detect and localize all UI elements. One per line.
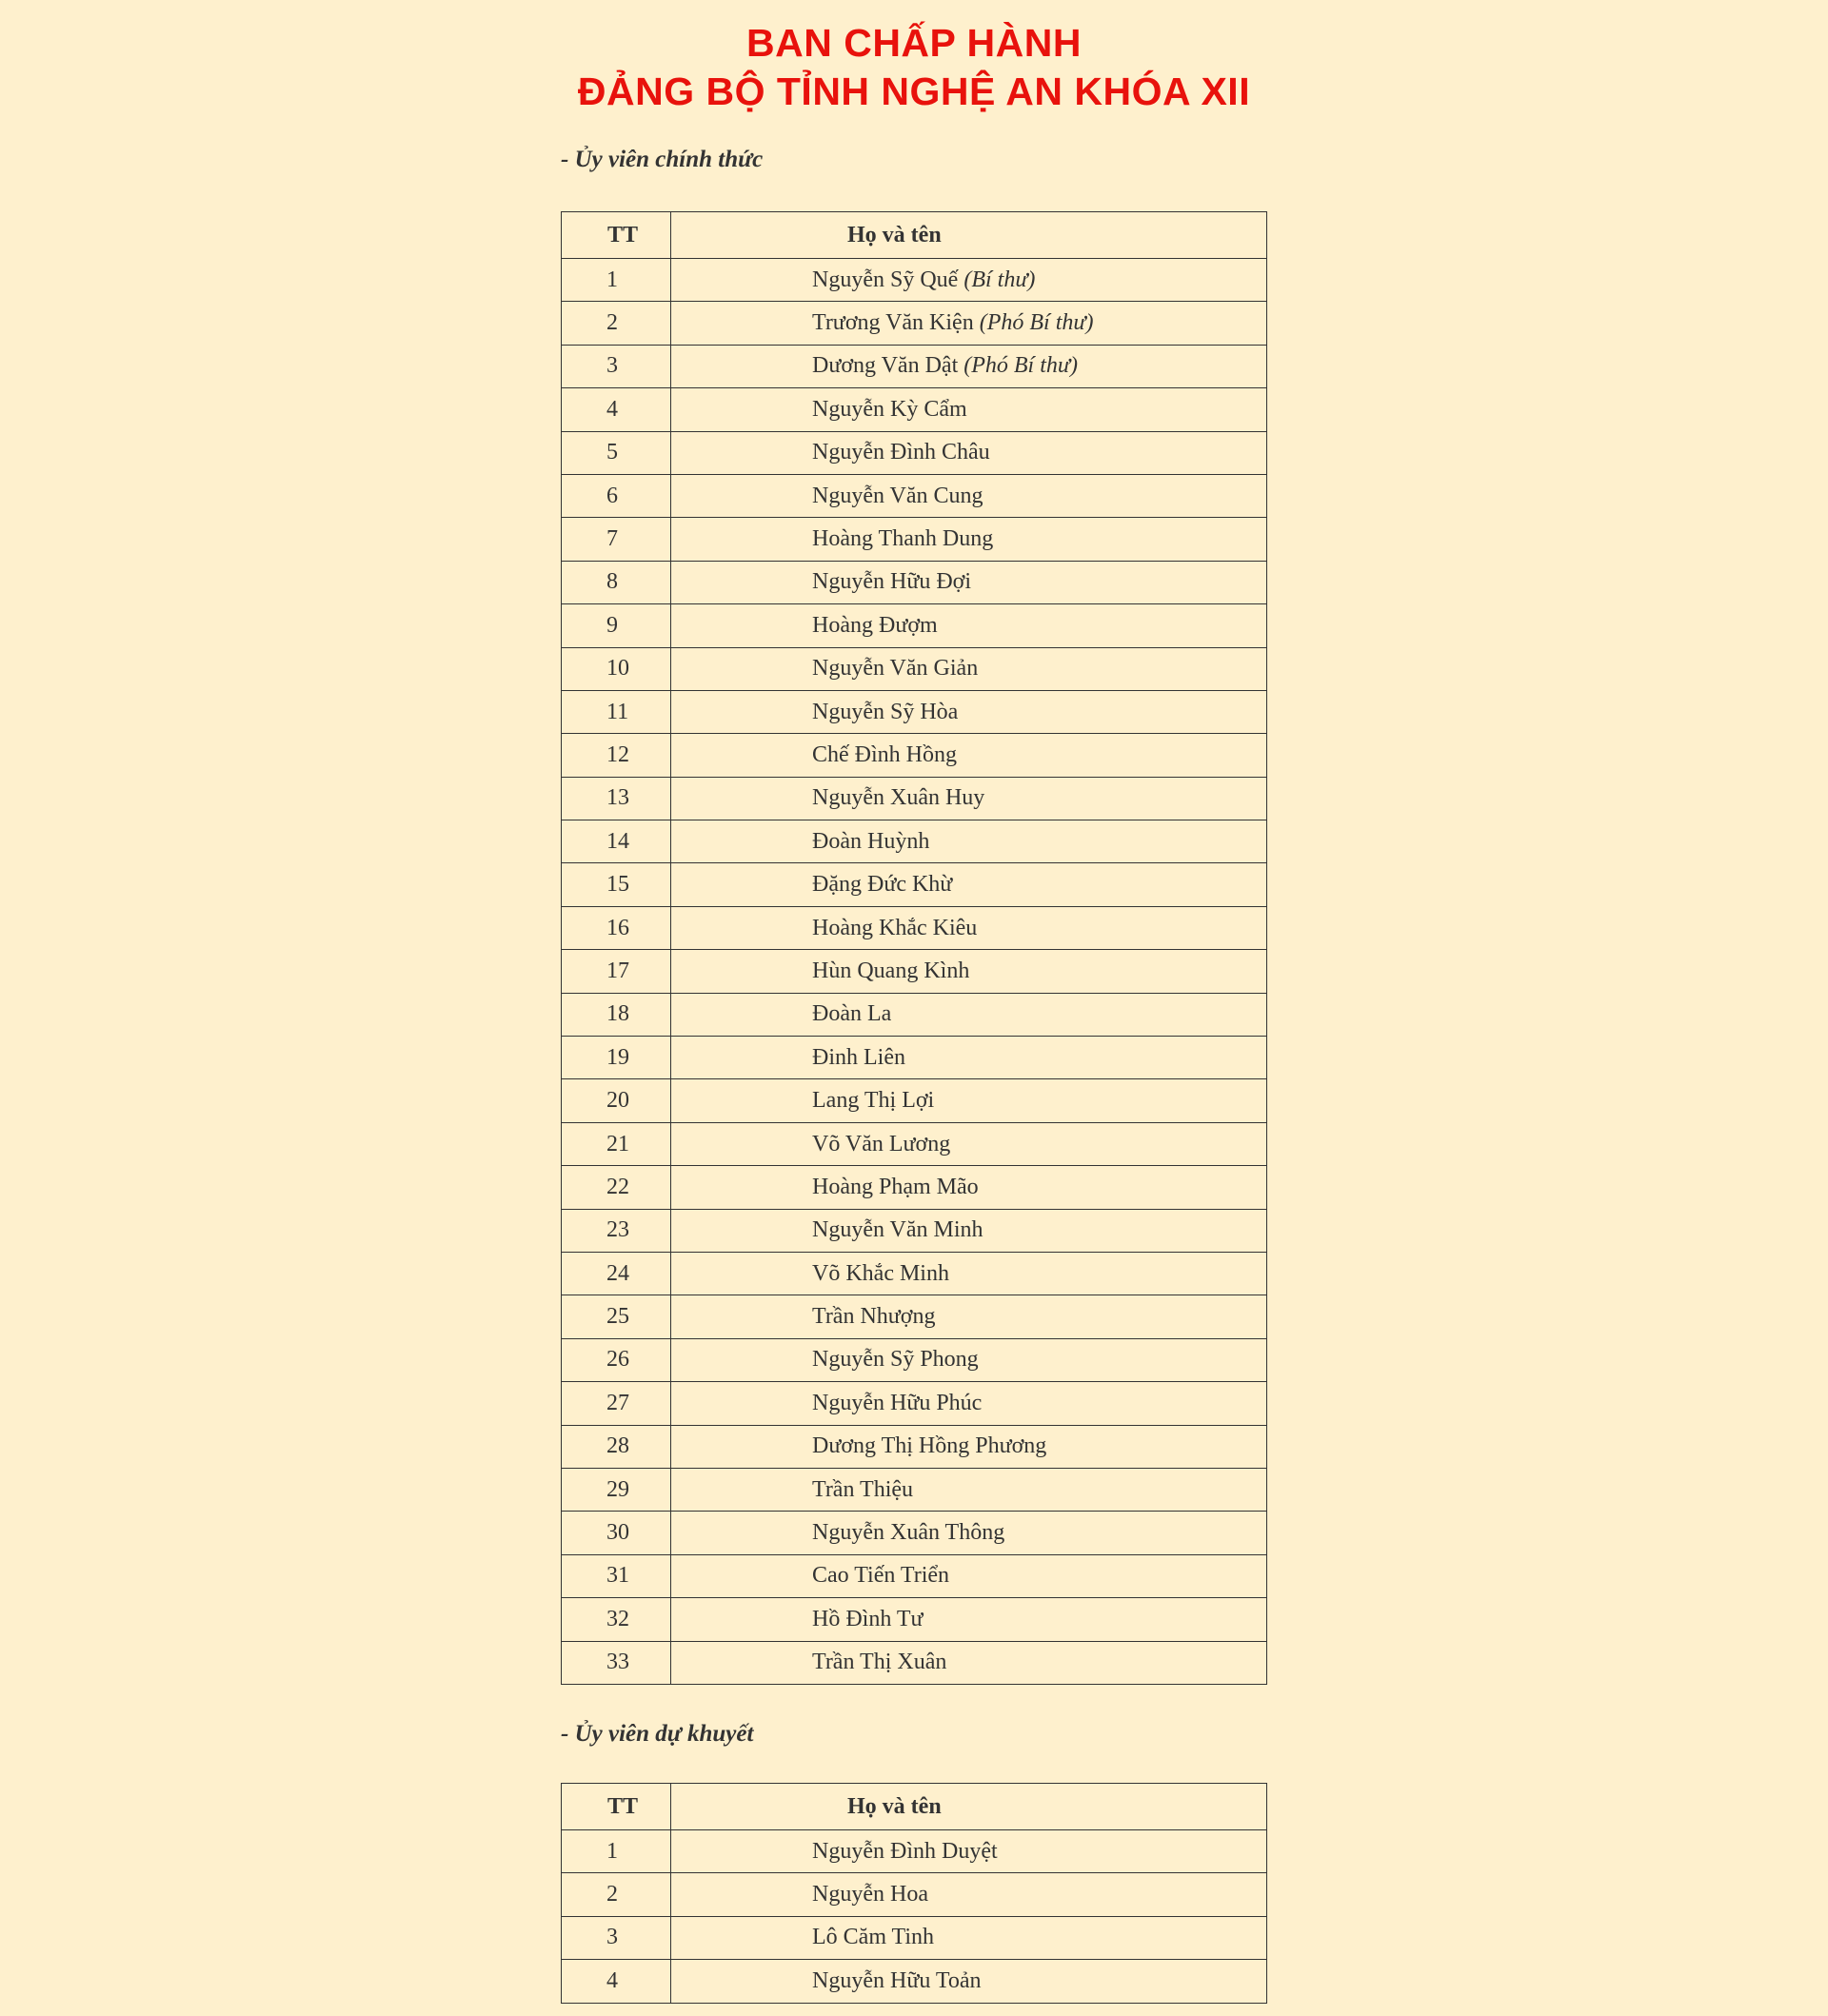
row-number: 5 (562, 431, 671, 474)
table-row (562, 1338, 1267, 1381)
member-name: Dương Thị Hồng Phương (812, 1433, 1047, 1459)
member-name-cell (671, 777, 1267, 820)
table-row (562, 1209, 1267, 1252)
member-name: Nguyễn Hoa (812, 1882, 928, 1907)
member-name: Nguyễn Hữu Toản (812, 1967, 982, 1993)
table-row (562, 474, 1267, 517)
member-name-cell (671, 1873, 1267, 1916)
member-name-cell (671, 1916, 1267, 1959)
member-name-cell (671, 1554, 1267, 1597)
table-row (562, 259, 1267, 302)
member-name: Nguyễn Xuân Huy (812, 785, 985, 811)
row-number: 23 (562, 1209, 671, 1252)
member-name-cell (671, 1512, 1267, 1554)
member-name-cell (671, 1598, 1267, 1641)
table-row (562, 1916, 1267, 1959)
member-name-cell (671, 1037, 1267, 1079)
member-name: Nguyễn Hữu Đợi (812, 569, 972, 595)
table-row (562, 1166, 1267, 1209)
row-number: 26 (562, 1338, 671, 1381)
member-name-cell (671, 561, 1267, 603)
row-number: 7 (562, 518, 671, 561)
member-name-cell (671, 863, 1267, 906)
member-name-cell (671, 820, 1267, 863)
row-number: 1 (562, 259, 671, 302)
table-row (562, 604, 1267, 647)
member-name-cell (671, 474, 1267, 517)
member-name-cell (671, 1425, 1267, 1468)
member-name: Nguyễn Đình Châu (812, 440, 990, 465)
member-name: Nguyễn Đình Duyệt (812, 1838, 998, 1864)
member-name-cell (671, 1252, 1267, 1295)
table-row (562, 1425, 1267, 1468)
member-name: Trần Nhượng (812, 1304, 936, 1330)
table-row (562, 1468, 1267, 1511)
member-name-cell (671, 604, 1267, 647)
table-row (562, 1512, 1267, 1554)
member-name: Nguyễn Sỹ Quế (812, 267, 959, 292)
table-row (562, 345, 1267, 387)
member-name-cell (671, 302, 1267, 345)
row-number: 4 (562, 1960, 671, 2003)
column-header-tt: TT (562, 212, 671, 259)
row-number: 3 (562, 1916, 671, 1959)
member-name-cell (671, 993, 1267, 1036)
member-name: Hoàng Đượm (812, 612, 938, 638)
member-name: Nguyễn Kỳ Cẩm (812, 396, 967, 422)
row-number: 6 (562, 474, 671, 517)
row-number: 11 (562, 690, 671, 733)
table-row (562, 1830, 1267, 1873)
row-number: 2 (562, 302, 671, 345)
row-number: 31 (562, 1554, 671, 1597)
table-row (562, 777, 1267, 820)
row-number: 20 (562, 1079, 671, 1122)
member-name-cell (671, 1122, 1267, 1165)
row-number: 29 (562, 1468, 671, 1511)
member-name-cell (671, 1382, 1267, 1425)
member-name-cell (671, 1641, 1267, 1684)
row-number: 28 (562, 1425, 671, 1468)
table-row (562, 1960, 1267, 2003)
member-name-cell (671, 1960, 1267, 2003)
row-number: 10 (562, 647, 671, 690)
member-name: Đoàn Huỳnh (812, 828, 930, 854)
member-name: Nguyễn Văn Giản (812, 656, 979, 682)
table-row (562, 1873, 1267, 1916)
row-number: 30 (562, 1512, 671, 1554)
member-name: Cao Tiến Triển (812, 1563, 950, 1589)
row-number: 9 (562, 604, 671, 647)
member-name: Trương Văn Kiện (812, 310, 974, 336)
member-name-cell (671, 1468, 1267, 1511)
row-number: 12 (562, 734, 671, 777)
member-name: Dương Văn Dật (812, 353, 959, 379)
member-name: Hoàng Thanh Dung (812, 526, 994, 552)
row-number: 25 (562, 1295, 671, 1338)
table-row (562, 1122, 1267, 1165)
member-name-cell (671, 1079, 1267, 1122)
member-name: Nguyễn Sỹ Hòa (812, 699, 959, 724)
member-name: Lô Căm Tinh (812, 1925, 935, 1950)
table-row (562, 647, 1267, 690)
row-number: 8 (562, 561, 671, 603)
table-row (562, 690, 1267, 733)
member-name: Chế Đình Hồng (812, 741, 957, 767)
table-row (562, 431, 1267, 474)
member-name-cell (671, 647, 1267, 690)
member-name-cell (671, 518, 1267, 561)
table-row (562, 1641, 1267, 1684)
table-row (562, 1037, 1267, 1079)
row-number: 33 (562, 1641, 671, 1684)
official-members-label: - Ủy viên chính thức (561, 147, 764, 172)
member-name-cell (671, 388, 1267, 431)
alternate-members-body (562, 1830, 1267, 2004)
member-name: Đoàn La (812, 1001, 892, 1027)
member-name: Võ Văn Lương (812, 1131, 951, 1156)
member-name: Nguyễn Hữu Phúc (812, 1390, 983, 1415)
member-name: Hồ Đình Tư (812, 1606, 924, 1631)
member-name-cell (671, 345, 1267, 387)
table-row (562, 388, 1267, 431)
table-row (562, 1295, 1267, 1338)
member-name: Nguyễn Văn Cung (812, 483, 984, 508)
member-name-cell (671, 734, 1267, 777)
table-row (562, 863, 1267, 906)
member-name: Trần Thiệu (812, 1476, 914, 1502)
member-name: Đặng Đức Khừ (812, 872, 953, 898)
page-title-line2: ĐẢNG BỘ TỈNH NGHỆ AN KHÓA XII (577, 69, 1251, 113)
table-header-row (562, 212, 1267, 259)
member-name: Hoàng Khắc Kiêu (812, 915, 978, 940)
member-name: Nguyễn Xuân Thông (812, 1520, 1005, 1546)
column-header-tt: TT (562, 1784, 671, 1830)
member-name: Võ Khắc Minh (812, 1260, 949, 1286)
row-number: 27 (562, 1382, 671, 1425)
row-number: 14 (562, 820, 671, 863)
row-number: 22 (562, 1166, 671, 1209)
row-number: 16 (562, 906, 671, 949)
member-role: (Phó Bí thư) (964, 353, 1078, 379)
member-name-cell (671, 1209, 1267, 1252)
row-number: 24 (562, 1252, 671, 1295)
row-number: 19 (562, 1037, 671, 1079)
alternate-members-table (561, 1783, 1267, 2004)
official-members-body (562, 259, 1267, 1685)
table-row (562, 734, 1267, 777)
table-row (562, 1598, 1267, 1641)
member-name: Hùn Quang Kình (812, 958, 970, 983)
table-row (562, 1382, 1267, 1425)
member-name-cell (671, 431, 1267, 474)
row-number: 4 (562, 388, 671, 431)
table-row (562, 1554, 1267, 1597)
table-row (562, 950, 1267, 993)
row-number: 15 (562, 863, 671, 906)
row-number: 2 (562, 1873, 671, 1916)
table-row (562, 518, 1267, 561)
table-row (562, 820, 1267, 863)
table-row (562, 561, 1267, 603)
row-number: 21 (562, 1122, 671, 1165)
official-members-table (561, 211, 1267, 1685)
row-number: 3 (562, 345, 671, 387)
member-name-cell (671, 259, 1267, 302)
member-name: Hoàng Phạm Mão (812, 1174, 979, 1199)
column-header-name: Họ và tên (671, 212, 1267, 259)
member-name-cell (671, 1295, 1267, 1338)
table-row (562, 1252, 1267, 1295)
table-row (562, 906, 1267, 949)
member-name-cell (671, 1166, 1267, 1209)
table-header-row (562, 1784, 1267, 1830)
table-row (562, 302, 1267, 345)
member-name: Trần Thị Xuân (812, 1650, 947, 1675)
member-name-cell (671, 1830, 1267, 1873)
column-header-name: Họ và tên (671, 1784, 1267, 1830)
row-number: 32 (562, 1598, 671, 1641)
row-number: 17 (562, 950, 671, 993)
member-name-cell (671, 950, 1267, 993)
row-number: 13 (562, 777, 671, 820)
member-name: Đinh Liên (812, 1044, 905, 1070)
row-number: 1 (562, 1830, 671, 1873)
row-number: 18 (562, 993, 671, 1036)
alternate-members-label: - Ủy viên dự khuyết (561, 1721, 754, 1747)
member-name: Nguyễn Văn Minh (812, 1217, 984, 1243)
member-name: Nguyễn Sỹ Phong (812, 1347, 979, 1373)
member-name: Lang Thị Lợi (812, 1088, 935, 1114)
member-role: (Bí thư) (964, 267, 1036, 292)
page-title-line1: BAN CHẤP HÀNH (746, 21, 1082, 65)
table-row (562, 1079, 1267, 1122)
member-role: (Phó Bí thư) (979, 310, 1094, 336)
table-row (562, 993, 1267, 1036)
member-name-cell (671, 690, 1267, 733)
member-name-cell (671, 906, 1267, 949)
member-name-cell (671, 1338, 1267, 1381)
